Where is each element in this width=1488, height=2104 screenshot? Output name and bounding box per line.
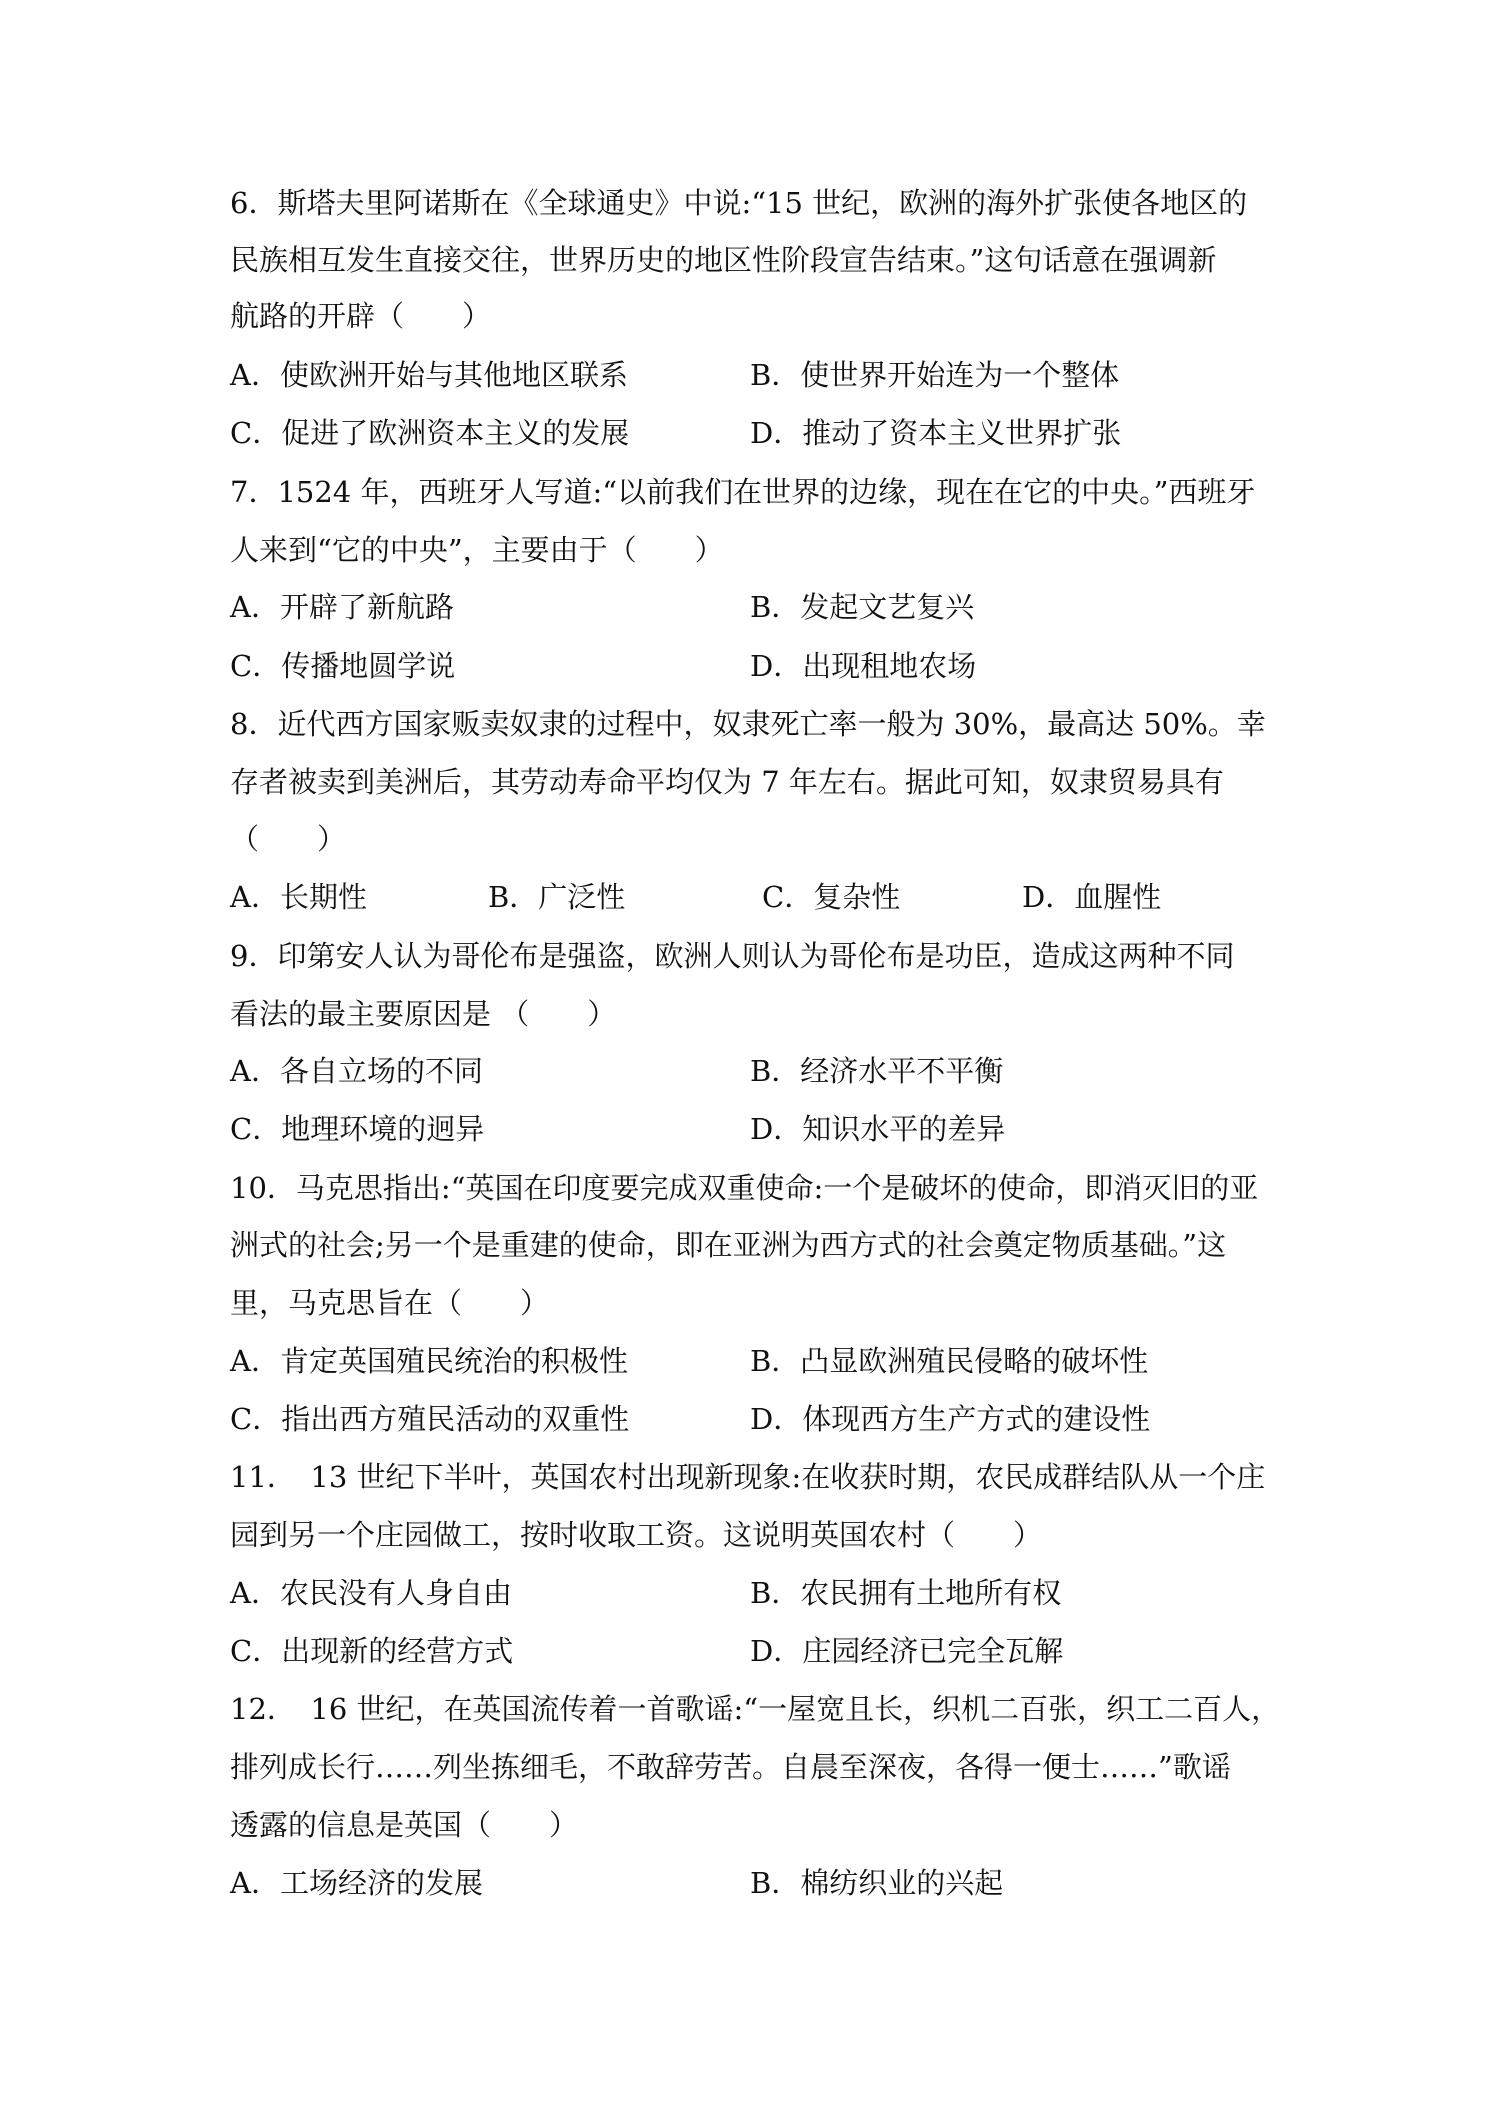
question-12-option-a[interactable]: A．工场经济的发展 [230,1866,483,1900]
question-8-stem-line-3: （ ） [230,822,347,856]
question-6-option-c[interactable]: C．促进了欧洲资本主义的发展 [230,416,630,450]
question-7-option-a[interactable]: A．开辟了新航路 [230,590,454,624]
question-8-option-c[interactable]: C．复杂性 [762,880,901,914]
question-6-option-a[interactable]: A．使欧洲开始与其他地区联系 [230,358,628,392]
question-11-option-a[interactable]: A．农民没有人身自由 [230,1576,512,1610]
question-7-option-c[interactable]: C．传播地圆学说 [230,649,456,683]
question-10-stem-line-3: 里，马克思旨在（ ） [230,1286,550,1320]
question-11-option-d[interactable]: D．庄园经济已完全瓦解 [750,1634,1064,1668]
question-12-stem-line-1: 12． 16 世纪，在英国流传着一首歌谣:“一屋宽且长，织机二百张，织工二百人， [230,1692,1281,1726]
question-6-stem-line-1: 6．斯塔夫里阿诺斯在《全球通史》中说:“15 世纪，欧洲的海外扩张使各地区的 [230,186,1248,220]
question-10-option-b[interactable]: B．凸显欧洲殖民侵略的破坏性 [750,1344,1149,1378]
question-6-option-b[interactable]: B．使世界开始连为一个整体 [750,358,1120,392]
question-9-option-c[interactable]: C．地理环境的迥异 [230,1112,485,1146]
question-10-option-c[interactable]: C．指出西方殖民活动的双重性 [230,1402,630,1436]
question-9-option-b[interactable]: B．经济水平不平衡 [750,1054,1004,1088]
question-12-option-b[interactable]: B．棉纺织业的兴起 [750,1866,1004,1900]
question-6-option-d[interactable]: D．推动了资本主义世界扩张 [750,416,1122,450]
question-6-stem-line-2: 民族相互发生直接交往，世界历史的地区性阶段宣告结束。”这句话意在强调新 [230,243,1217,277]
question-12-stem-line-3: 透露的信息是英国（ ） [230,1808,579,1842]
question-8-stem-line-2: 存者被卖到美洲后，其劳动寿命平均仅为 7 年左右。据此可知，奴隶贸易具有 [230,765,1224,799]
question-9-option-d[interactable]: D．知识水平的差异 [750,1112,1006,1146]
question-7-stem-line-2: 人来到“它的中央”，主要由于（ ） [230,533,724,567]
question-10-option-d[interactable]: D．体现西方生产方式的建设性 [750,1402,1151,1436]
question-11-option-b[interactable]: B．农民拥有土地所有权 [750,1576,1062,1610]
question-9-stem-line-1: 9．印第安人认为哥伦布是强盗，欧洲人则认为哥伦布是功臣，造成这两种不同 [230,939,1235,973]
question-10-stem-line-2: 洲式的社会;另一个是重建的使命，即在亚洲为西方式的社会奠定物质基础。”这 [230,1228,1227,1262]
question-7-option-d[interactable]: D．出现租地农场 [750,649,977,683]
question-6-stem-line-3: 航路的开辟（ ） [230,299,492,333]
question-7-stem-line-1: 7．1524 年，西班牙人写道:“以前我们在世界的边缘，现在在它的中央。”西班牙 [230,475,1256,509]
question-10-option-a[interactable]: A．肯定英国殖民统治的积极性 [230,1344,628,1378]
question-11-stem-line-1: 11． 13 世纪下半叶，英国农村出现新现象:在收获时期，农民成群结队从一个庄 [230,1460,1266,1494]
question-8-option-a[interactable]: A．长期性 [230,880,367,914]
question-11-option-c[interactable]: C．出现新的经营方式 [230,1634,514,1668]
question-8-stem-line-1: 8．近代西方国家贩卖奴隶的过程中，奴隶死亡率一般为 30%，最高达 50%。幸 [230,707,1266,741]
question-9-stem-line-2: 看法的最主要原因是 （ ） [230,997,617,1031]
question-12-stem-line-2: 排列成长行……列坐拣细毛，不敢辞劳苦。自晨至深夜，各得一便士……”歌谣 [230,1750,1231,1784]
question-7-option-b[interactable]: B．发起文艺复兴 [750,590,975,624]
question-8-option-b[interactable]: B．广泛性 [488,880,626,914]
question-10-stem-line-1: 10．马克思指出:“英国在印度要完成双重使命:一个是破坏的使命，即消灭旧的亚 [230,1171,1259,1205]
question-8-option-d[interactable]: D．血腥性 [1022,880,1162,914]
question-9-option-a[interactable]: A．各自立场的不同 [230,1054,483,1088]
question-11-stem-line-2: 园到另一个庄园做工，按时收取工资。这说明英国农村（ ） [230,1518,1043,1552]
